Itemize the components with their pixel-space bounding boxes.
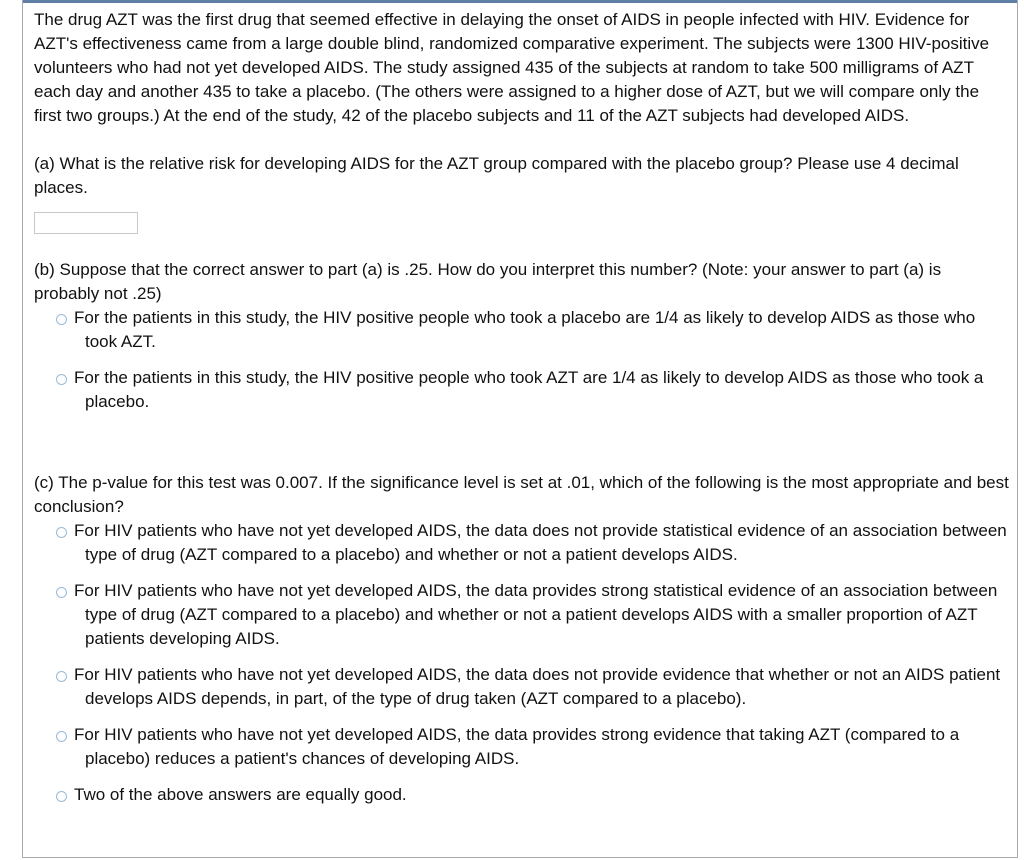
part-a-question: (a) What is the relative risk for developing AIDS for the AZT group compared with the placebo group? Please use 4 decimal places.: [34, 154, 959, 197]
part-c-option-5[interactable]: [34, 783, 1009, 807]
part-b-option-1[interactable]: [34, 306, 1009, 354]
part-a-answer-input[interactable]: [34, 212, 138, 234]
option-label: For HIV patients who have not yet developed AIDS, the data provides strong evidence that taking AZT (compared to a placebo) reduces a patient's chances of developing AIDS.: [74, 725, 960, 768]
radio-button-icon[interactable]: [56, 671, 67, 682]
option-label: For HIV patients who have not yet developed AIDS, the data provides strong statistical evidence of an association between type of drug (AZT compared to a placebo) and whether or not a patient develops AIDS with a smaller proportion of AZT patients developing AIDS.: [74, 581, 998, 648]
part-c-option-4[interactable]: [34, 723, 1009, 771]
problem-statement: The drug AZT was the first drug that seemed effective in delaying the onset of AIDS in people infected with HIV. Evidence for AZT's effectiveness came from a large double blind, randomized comparative experiment. The subjects were 1300 HIV-positive volunteers who had not yet developed AIDS. The study assigned 435 of the subjects at random to take 500 milligrams of AZT each day and another 435 to take a placebo. (The others were assigned to a higher dose of AZT, but we will compare only the first two groups.) At the end of the study, 42 of the placebo subjects and 11 of the AZT subjects had developed AIDS.: [34, 10, 990, 125]
part-a: [34, 152, 1009, 234]
part-b-options: [34, 306, 1009, 414]
part-c-option-3[interactable]: [34, 663, 1009, 711]
part-c-options: [34, 519, 1009, 807]
part-b-question: (b) Suppose that the correct answer to part (a) is .25. How do you interpret this number? (Note: your answer to part (a) is probably not .25): [34, 260, 942, 303]
part-c-option-1[interactable]: [34, 519, 1009, 567]
option-label: For HIV patients who have not yet developed AIDS, the data does not provide evidence that whether or not an AIDS patient develops AIDS depends, in part, of the type of drug taken (AZT compared to a placebo).: [74, 665, 1001, 708]
option-label: For HIV patients who have not yet developed AIDS, the data does not provide statistical evidence of an association between type of drug (AZT compared to a placebo) and whether or not a patient develops AIDS.: [74, 521, 1007, 564]
part-c: [34, 471, 1009, 807]
radio-button-icon[interactable]: [56, 314, 67, 325]
option-label: For the patients in this study, the HIV positive people who took AZT are 1/4 as likely to develop AIDS as those who took a placebo.: [74, 368, 984, 411]
radio-button-icon[interactable]: [56, 791, 67, 802]
part-b: [34, 258, 1009, 414]
part-c-question: (c) The p-value for this test was 0.007. If the significance level is set at .01, which of the following is the most appropriate and best conclusion?: [34, 473, 1009, 516]
radio-button-icon[interactable]: [56, 731, 67, 742]
option-label: Two of the above answers are equally good.: [74, 785, 407, 804]
question-content: [34, 8, 1009, 807]
radio-button-icon[interactable]: [56, 527, 67, 538]
option-label: For the patients in this study, the HIV positive people who took a placebo are 1/4 as likely to develop AIDS as those who took AZT.: [74, 308, 976, 351]
part-b-option-2[interactable]: [34, 366, 1009, 414]
part-c-option-2[interactable]: [34, 579, 1009, 651]
radio-button-icon[interactable]: [56, 587, 67, 598]
radio-button-icon[interactable]: [56, 374, 67, 385]
